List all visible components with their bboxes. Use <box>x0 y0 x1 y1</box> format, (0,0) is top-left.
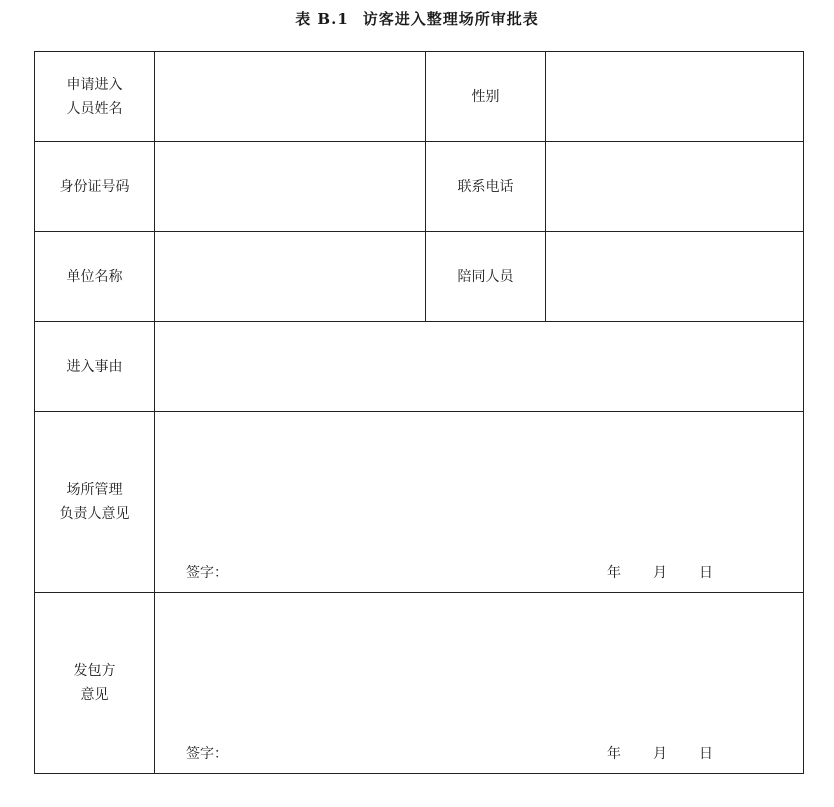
reason-field[interactable] <box>155 322 804 412</box>
phone-label: 联系电话 <box>426 142 546 232</box>
issuer-signature-label: 签字： <box>186 746 228 762</box>
name-label-line1: 申请进入 <box>66 76 123 93</box>
manager-signature-label: 签字： <box>186 565 228 581</box>
companion-label: 陪同人员 <box>426 232 546 322</box>
issuer-date-month: 月 <box>653 746 667 762</box>
id-number-field[interactable] <box>155 142 426 232</box>
gender-label: 性别 <box>426 52 546 142</box>
manager-date-day: 日 <box>699 565 713 581</box>
manager-opinion-label <box>35 412 155 593</box>
form-title <box>0 8 834 29</box>
gender-field[interactable] <box>546 52 804 142</box>
name-label <box>35 52 155 142</box>
row-name-gender <box>35 52 804 142</box>
company-label: 单位名称 <box>35 232 155 322</box>
company-field[interactable] <box>155 232 426 322</box>
manager-date <box>607 562 713 582</box>
issuer-date <box>607 743 713 763</box>
issuer-opinion-label <box>35 593 155 774</box>
reason-label: 进入事由 <box>35 322 155 412</box>
row-reason <box>35 322 804 412</box>
manager-opinion-label-line1: 场所管理 <box>66 482 123 498</box>
manager-date-month: 月 <box>653 565 667 581</box>
row-issuer-opinion <box>35 593 804 774</box>
name-field[interactable] <box>155 52 426 142</box>
issuer-opinion-label-line2: 意见 <box>80 687 109 703</box>
companion-field[interactable] <box>546 232 804 322</box>
row-id-phone <box>35 142 804 232</box>
name-label-line2: 人员姓名 <box>66 100 123 117</box>
id-number-label: 身份证号码 <box>35 142 155 232</box>
phone-field[interactable] <box>546 142 804 232</box>
approval-form-table <box>34 51 804 774</box>
manager-date-year: 年 <box>607 565 621 581</box>
manager-opinion-field[interactable] <box>155 412 804 593</box>
row-manager-opinion <box>35 412 804 593</box>
table-code: 表 B.1 <box>295 10 349 28</box>
issuer-date-day: 日 <box>699 746 713 762</box>
issuer-date-year: 年 <box>607 746 621 762</box>
issuer-opinion-label-line1: 发包方 <box>73 663 116 679</box>
manager-opinion-label-line2: 负责人意见 <box>59 506 130 522</box>
table-title-text: 访客进入整理场所审批表 <box>362 10 539 28</box>
row-company-companion <box>35 232 804 322</box>
issuer-opinion-field[interactable] <box>155 593 804 774</box>
